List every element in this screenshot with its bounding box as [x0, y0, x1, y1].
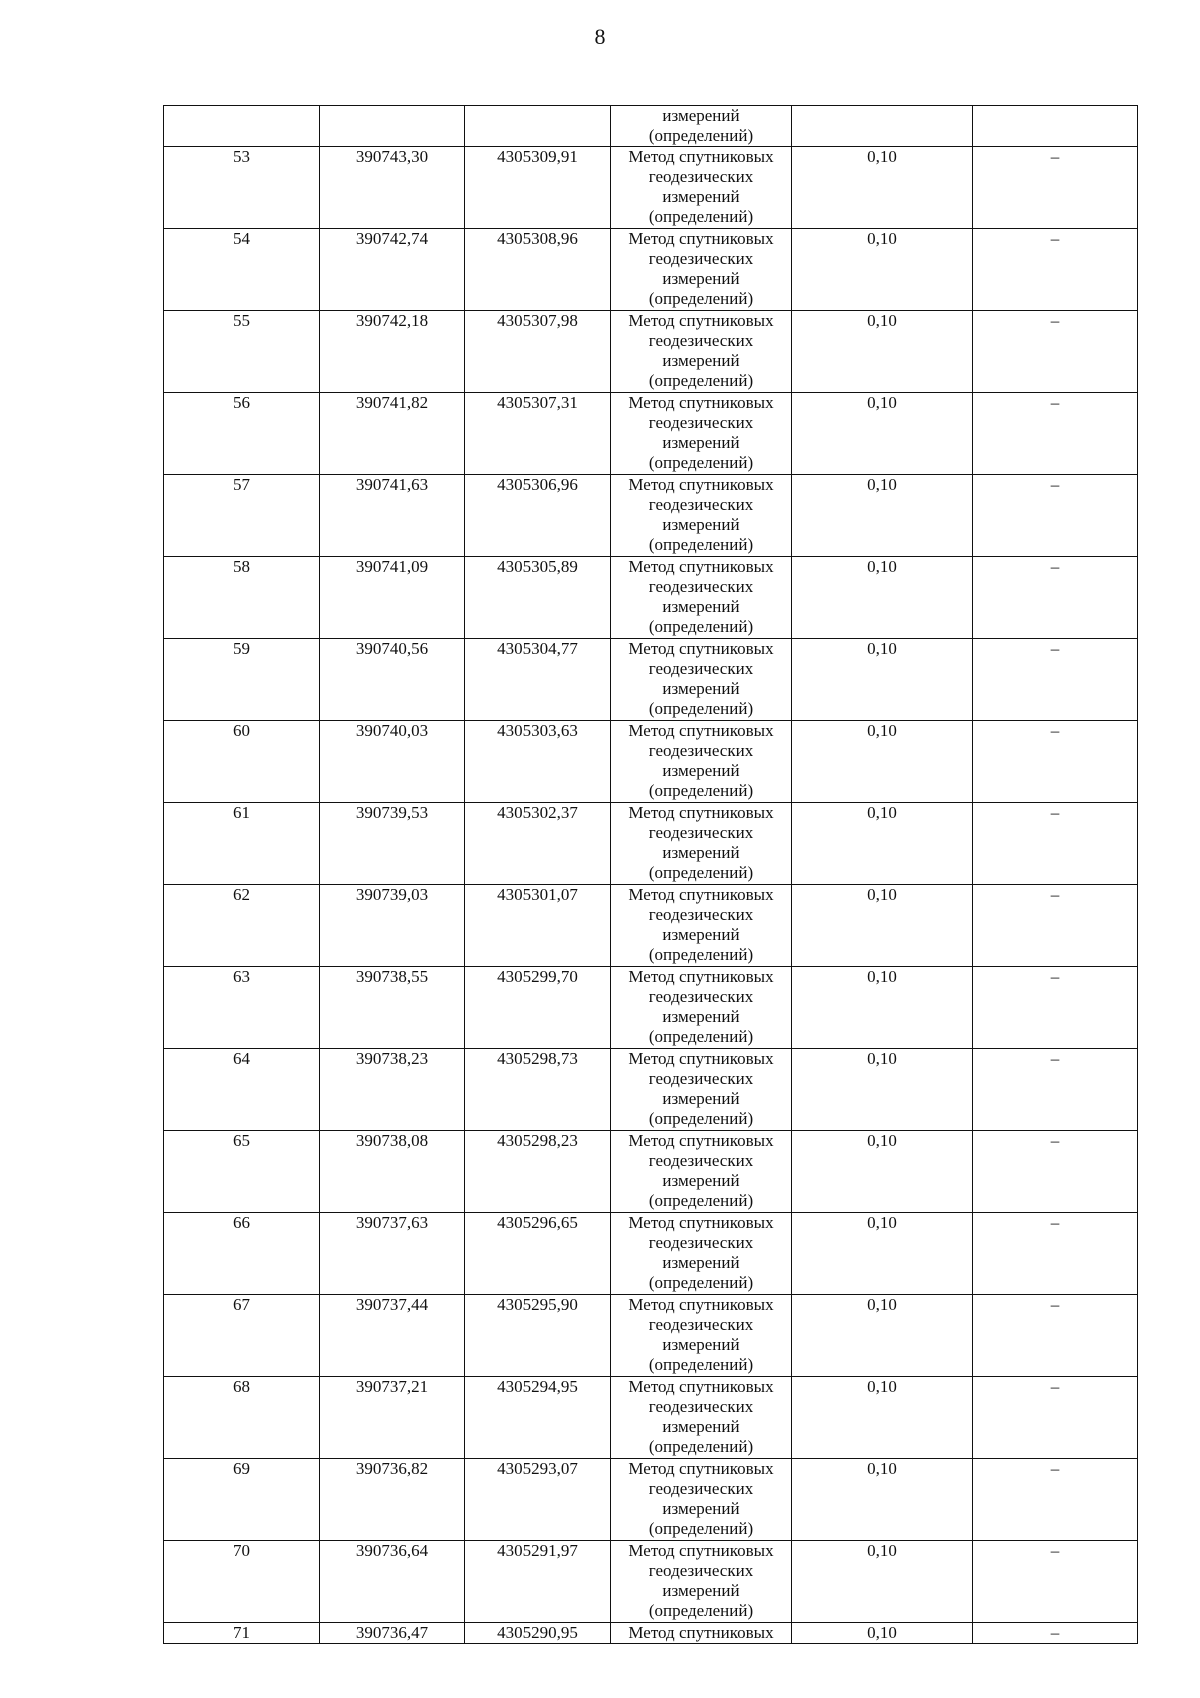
cell-y: 4305303,63 [465, 721, 611, 803]
cell-accuracy: 0,10 [792, 967, 973, 1049]
table-row [164, 1049, 1138, 1131]
cell-x: 390738,08 [320, 1131, 465, 1213]
cell-method [611, 147, 792, 229]
table-row [164, 557, 1138, 639]
cell-method [611, 1623, 792, 1644]
cell-method-text: Метод спутниковых геодезических измерений (определений) [628, 967, 774, 1046]
cell-method [611, 721, 792, 803]
cell-description: – [973, 393, 1138, 475]
cell-accuracy: 0,10 [792, 639, 973, 721]
cell-y: 4305301,07 [465, 885, 611, 967]
cell-method-text: Метод спутниковых геодезических измерений (определений) [628, 1131, 774, 1210]
cell-accuracy: 0,10 [792, 229, 973, 311]
cell-method [611, 1131, 792, 1213]
cell-method-text: Метод спутниковых геодезических измерений (определений) [628, 475, 774, 554]
cell-description: – [973, 311, 1138, 393]
cell-description: – [973, 475, 1138, 557]
cell-y: 4305298,23 [465, 1131, 611, 1213]
table-row [164, 1459, 1138, 1541]
cell-accuracy: 0,10 [792, 147, 973, 229]
cell-y: 4305291,97 [465, 1541, 611, 1623]
cell-accuracy: 0,10 [792, 1131, 973, 1213]
table-row [164, 147, 1138, 229]
cell-y: 4305307,31 [465, 393, 611, 475]
cell-y: 4305305,89 [465, 557, 611, 639]
cell-y: 4305299,70 [465, 967, 611, 1049]
cell-x: 390736,47 [320, 1623, 465, 1644]
coordinates-table-last [164, 1623, 1138, 1644]
table-row [164, 1213, 1138, 1295]
cell-point: 61 [164, 803, 320, 885]
cell-method-text: Метод спутниковых геодезических измерений (определений) [628, 557, 774, 636]
cell-accuracy: 0,10 [792, 1623, 973, 1644]
cell-x: 390741,09 [320, 557, 465, 639]
cell-point: 65 [164, 1131, 320, 1213]
cell-point: 71 [164, 1623, 320, 1644]
cell-point: 57 [164, 475, 320, 557]
table-row [164, 1295, 1138, 1377]
cell-point: 69 [164, 1459, 320, 1541]
cell-x: 390737,44 [320, 1295, 465, 1377]
cell-method-text: Метод спутниковых геодезических измерений (определений) [628, 885, 774, 964]
cell-description: – [973, 1459, 1138, 1541]
cell-accuracy: 0,10 [792, 475, 973, 557]
cell-x: 390741,63 [320, 475, 465, 557]
cell-y [465, 106, 611, 147]
cell-x: 390736,64 [320, 1541, 465, 1623]
cell-y: 4305302,37 [465, 803, 611, 885]
cell-method-text: Метод спутниковых геодезических измерений (определений) [628, 229, 774, 308]
cell-description: – [973, 885, 1138, 967]
cell-y: 4305304,77 [465, 639, 611, 721]
cell-x: 390738,55 [320, 967, 465, 1049]
cell-x: 390743,30 [320, 147, 465, 229]
table-row [164, 967, 1138, 1049]
cell-description: – [973, 557, 1138, 639]
cell-method [611, 1541, 792, 1623]
cell-description: – [973, 967, 1138, 1049]
cell-x: 390741,82 [320, 393, 465, 475]
cell-method-text: Метод спутниковых геодезических измерений (определений) [628, 639, 774, 718]
table-row [164, 803, 1138, 885]
cell-y: 4305296,65 [465, 1213, 611, 1295]
cell-y: 4305306,96 [465, 475, 611, 557]
cell-description: – [973, 1377, 1138, 1459]
cell-accuracy: 0,10 [792, 311, 973, 393]
cell-accuracy: 0,10 [792, 803, 973, 885]
table-row [164, 1541, 1138, 1623]
page-number: 8 [594, 24, 606, 49]
table-row [164, 721, 1138, 803]
cell-method [611, 475, 792, 557]
cell-accuracy: 0,10 [792, 1541, 973, 1623]
table-row [164, 885, 1138, 967]
cell-method [611, 967, 792, 1049]
cell-accuracy [792, 106, 973, 147]
table-row [164, 1623, 1138, 1644]
cell-point: 64 [164, 1049, 320, 1131]
cell-description: – [973, 229, 1138, 311]
cell-description [973, 106, 1138, 147]
cell-description: – [973, 1295, 1138, 1377]
cell-accuracy: 0,10 [792, 1295, 973, 1377]
cell-point: 58 [164, 557, 320, 639]
cell-method [611, 1377, 792, 1459]
cell-method [611, 803, 792, 885]
cell-x [320, 106, 465, 147]
cell-description: – [973, 147, 1138, 229]
cell-description: – [973, 1541, 1138, 1623]
cell-point: 63 [164, 967, 320, 1049]
cell-method [611, 557, 792, 639]
cell-y: 4305295,90 [465, 1295, 611, 1377]
cell-point: 70 [164, 1541, 320, 1623]
cell-method [611, 106, 792, 147]
cell-method [611, 229, 792, 311]
cell-y: 4305298,73 [465, 1049, 611, 1131]
cell-method-text: Метод спутниковых геодезических измерений (определений) [628, 1459, 774, 1538]
cell-point: 55 [164, 311, 320, 393]
cell-x: 390736,82 [320, 1459, 465, 1541]
cell-accuracy: 0,10 [792, 885, 973, 967]
cell-x: 390742,74 [320, 229, 465, 311]
cell-y: 4305294,95 [465, 1377, 611, 1459]
cell-method-text: Метод спутниковых геодезических измерений (определений) [628, 311, 774, 390]
table-row [164, 475, 1138, 557]
cell-accuracy: 0,10 [792, 557, 973, 639]
table-row-continuation [164, 106, 1138, 147]
cell-description: – [973, 721, 1138, 803]
cell-method [611, 1295, 792, 1377]
cell-description: – [973, 1131, 1138, 1213]
cell-method [611, 639, 792, 721]
table-row [164, 1377, 1138, 1459]
cell-x: 390739,03 [320, 885, 465, 967]
cell-point: 53 [164, 147, 320, 229]
cell-accuracy: 0,10 [792, 721, 973, 803]
table-row [164, 1131, 1138, 1213]
cell-method-text: Метод спутниковых геодезических измерений (определений) [628, 1377, 774, 1456]
cell-point: 60 [164, 721, 320, 803]
cell-x: 390737,63 [320, 1213, 465, 1295]
cell-point [164, 106, 320, 147]
cell-method-text: Метод спутниковых геодезических измерений (определений) [628, 1213, 774, 1292]
cell-y: 4305307,98 [465, 311, 611, 393]
cell-description: – [973, 1213, 1138, 1295]
cell-method [611, 885, 792, 967]
cell-description: – [973, 1049, 1138, 1131]
cell-method-text: Метод спутниковых геодезических измерений (определений) [628, 721, 774, 800]
cell-x: 390742,18 [320, 311, 465, 393]
cell-method-text: Метод спутниковых геодезических измерений (определений) [628, 147, 774, 226]
cell-method [611, 393, 792, 475]
cell-accuracy: 0,10 [792, 1213, 973, 1295]
cell-method [611, 1213, 792, 1295]
cell-description: – [973, 803, 1138, 885]
cell-accuracy: 0,10 [792, 1049, 973, 1131]
cell-method [611, 1459, 792, 1541]
cell-description: – [973, 1623, 1138, 1644]
cell-point: 67 [164, 1295, 320, 1377]
cell-method-text: Метод спутниковых геодезических измерений (определений) [628, 1295, 774, 1374]
cell-method [611, 1049, 792, 1131]
cell-point: 56 [164, 393, 320, 475]
cell-accuracy: 0,10 [792, 1377, 973, 1459]
cell-x: 390740,03 [320, 721, 465, 803]
cell-x: 390740,56 [320, 639, 465, 721]
cell-method-text: Метод спутниковых геодезических измерений (определений) [628, 1049, 774, 1128]
cell-point: 59 [164, 639, 320, 721]
cell-x: 390739,53 [320, 803, 465, 885]
cell-x: 390738,23 [320, 1049, 465, 1131]
cell-y: 4305293,07 [465, 1459, 611, 1541]
table-row [164, 393, 1138, 475]
cell-method-text: Метод спутниковых геодезических измерений (определений) [628, 1541, 774, 1620]
coordinates-table-body [164, 106, 1138, 1623]
table-row [164, 311, 1138, 393]
cell-method-text: Метод спутниковых геодезических измерений (определений) [628, 803, 774, 882]
cell-y: 4305290,95 [465, 1623, 611, 1644]
cell-method-text: измерений (определений) [648, 106, 754, 145]
cell-y: 4305309,91 [465, 147, 611, 229]
cell-x: 390737,21 [320, 1377, 465, 1459]
cell-point: 62 [164, 885, 320, 967]
cell-y: 4305308,96 [465, 229, 611, 311]
cell-point: 68 [164, 1377, 320, 1459]
cell-method-text: Метод спутниковых геодезических измерений (определений) [628, 393, 774, 472]
cell-method-text: Метод спутниковых [628, 1623, 774, 1642]
table-row [164, 229, 1138, 311]
cell-method [611, 311, 792, 393]
cell-accuracy: 0,10 [792, 1459, 973, 1541]
cell-description: – [973, 639, 1138, 721]
cell-accuracy: 0,10 [792, 393, 973, 475]
coordinates-table [163, 105, 1138, 1644]
cell-point: 66 [164, 1213, 320, 1295]
cell-point: 54 [164, 229, 320, 311]
table-row [164, 639, 1138, 721]
